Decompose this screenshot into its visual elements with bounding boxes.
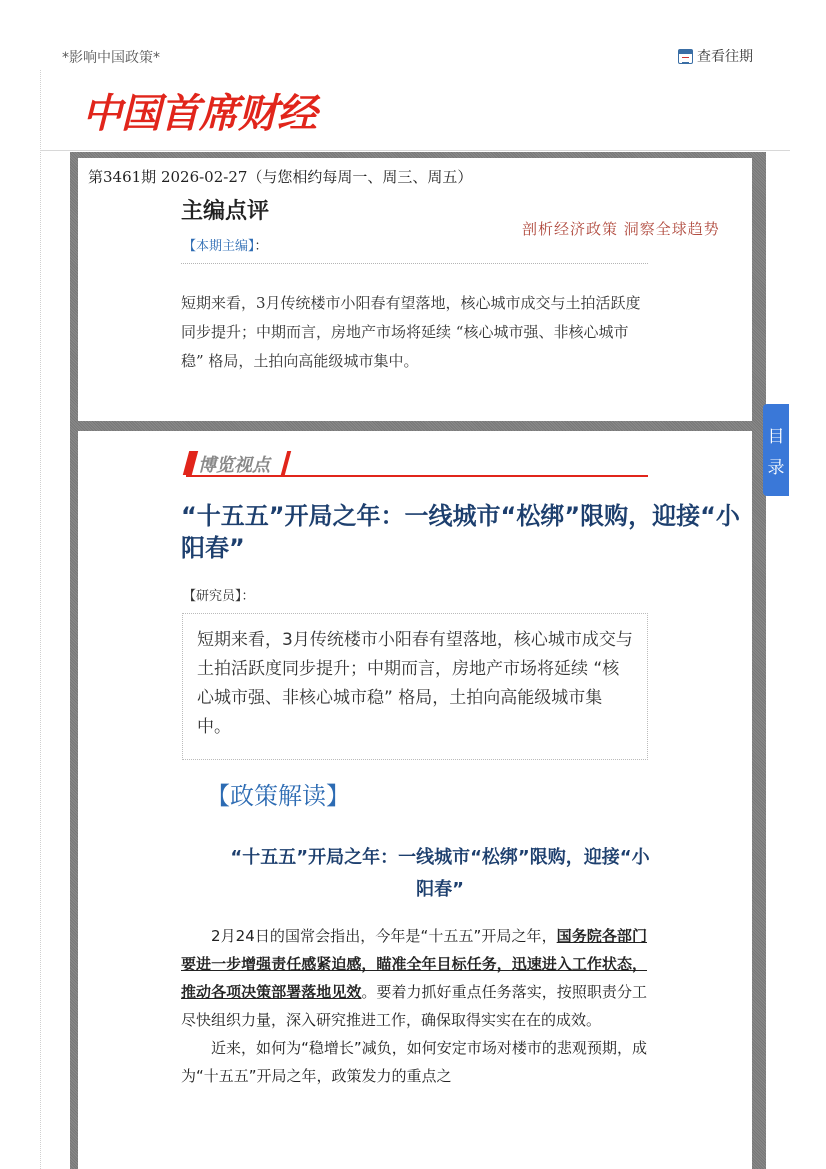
header-slogan: *影响中国政策* — [62, 50, 160, 66]
toc-tab-char-2: 录 — [767, 458, 785, 478]
section-heading-accent-end — [281, 451, 291, 475]
editor-label-colon: ： — [254, 239, 268, 254]
editor-label-text: 【本期主编】 — [183, 239, 255, 254]
para1-emphasis: 国务院各部门要进一步增强责任感紧迫感，瞄准全年目标任务，迅速进入工作状态，推动各项决策部署落地见效 — [181, 927, 647, 1001]
editor-comment-title: 主编点评 — [181, 199, 270, 224]
header-divider — [40, 150, 790, 151]
editor-summary: 短期来看，3月传统楼市小阳春有望落地，核心城市成交与土拍活跃度同步提升；中期而言，房地产市场将延续 “核心城市强、非核心城市稳” 格局，土拍向高能级城市集中。 — [181, 294, 641, 370]
article-subhead: “十五五”开局之年：一线城市“松绑”限购，迎接“小阳春” — [230, 847, 650, 900]
body-paragraph-1 — [181, 922, 647, 1034]
article-body — [181, 922, 647, 1090]
view-archive-link[interactable] — [678, 46, 753, 66]
editor-label — [183, 235, 268, 254]
researcher-label: 【研究员】： — [183, 589, 255, 604]
article-summary-box: 短期来看，3月传统楼市小阳春有望落地，核心城市成交与土拍活跃度同步提升；中期而言，房地产市场将延续 “核心城市强、非核心城市稳” 格局，土拍向高能级城市集中。 — [182, 613, 648, 760]
brand-logo — [82, 82, 316, 139]
section-heading — [186, 447, 648, 479]
issue-line: 第3461期 2026-02-27（与您相约每周一、周三、周五） — [88, 168, 473, 186]
view-archive-label: 查看往期 — [697, 49, 753, 65]
motto: 剖析经济政策 洞察全球趋势 — [522, 220, 720, 238]
section-heading-underline — [186, 475, 648, 477]
policy-heading: 【政策解读】 — [206, 782, 350, 810]
toc-tab[interactable] — [763, 404, 789, 496]
section-heading-accent — [183, 451, 198, 475]
article-headline: “十五五”开局之年：一线城市“松绑”限购，迎接“小阳春” — [181, 502, 740, 562]
logo-text: 中国首席财经 — [82, 91, 316, 137]
para1-intro: 2月24日的国常会指出，今年是“十五五”开局之年， — [211, 927, 557, 945]
body-paragraph-2: 近来，如何为“稳增长”减负，如何安定市场对楼市的悲观预期，成为“十五五”开局之年，政策发力的重点之 — [181, 1039, 647, 1085]
toc-tab-char-1: 目 — [767, 427, 785, 447]
page-left-guide — [40, 70, 41, 1169]
calendar-icon — [678, 49, 693, 64]
section-heading-text: 博览视点 — [198, 455, 270, 476]
para1-rest: 。要着力抓好重点任务落实，按照职责分工尽快组织力量，深入研究推进工作，确保取得实实在在的成效。 — [181, 983, 647, 1029]
editor-divider — [181, 263, 648, 264]
